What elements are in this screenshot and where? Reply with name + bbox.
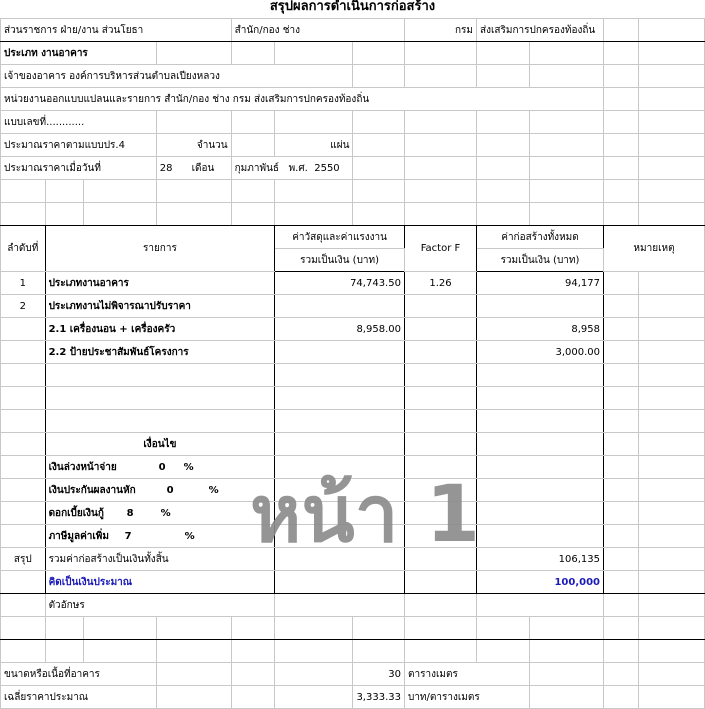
- col-item-header: รายการ: [45, 226, 275, 272]
- summary-total-value: 106,135: [477, 548, 604, 571]
- blank-row: [1, 180, 705, 203]
- row-no: 1: [1, 272, 46, 295]
- row-item: ประเภทงานไม่พิจารณาปรับราคา: [45, 295, 275, 318]
- estimate-month: กุมภาพันธ์: [234, 162, 280, 174]
- summary-total-label: รวมค่าก่อสร้างเป็นเงินทั้งสิ้น: [45, 548, 275, 571]
- row-material: [275, 295, 405, 318]
- dept-label: กรม: [404, 19, 476, 42]
- estimate-sheet: [0, 18, 705, 709]
- month-label: เดือน: [191, 162, 215, 174]
- building-type: ประเภท งานอาคาร: [1, 42, 157, 65]
- blank-row: [1, 617, 705, 640]
- empty-row: [1, 387, 705, 410]
- area-unit: ตารางเมตร: [404, 663, 529, 686]
- row-material: 74,743.50: [275, 272, 405, 295]
- approx-value: 100,000: [477, 571, 604, 594]
- interest-value: 8: [126, 507, 134, 519]
- row-no: [1, 318, 46, 341]
- approx-label: คิดเป็นเงินประมาณ: [45, 571, 275, 594]
- unit-label: แผ่น: [275, 134, 353, 157]
- row-material: [275, 341, 405, 364]
- row-total: [477, 295, 604, 318]
- row-item: 2.1 เครื่องนอน + เครื่องครัว: [45, 318, 275, 341]
- estimate-year: 2550: [314, 162, 340, 174]
- office-label: สำนัก/กอง ช่าง: [231, 19, 404, 42]
- row-total: 3,000.00: [477, 341, 604, 364]
- vat-label: ภาษีมูลค่าเพิ่ม: [48, 530, 109, 542]
- designer-row: [1, 88, 705, 111]
- condition-row: [1, 502, 705, 525]
- table-row: [1, 318, 705, 341]
- advance-percent: %: [183, 461, 194, 473]
- estimate-day: 28: [159, 162, 173, 174]
- conditions-heading: เงื่อนไข: [45, 433, 275, 456]
- interest-percent: %: [160, 507, 171, 519]
- summary-row: [1, 548, 705, 571]
- guarantee-value: 0: [166, 484, 174, 496]
- advance-value: 0: [158, 461, 166, 473]
- advance-label: เงินล่วงหน้าจ่าย: [48, 461, 117, 473]
- letters-label: ตัวอักษร: [45, 594, 275, 617]
- table-row: [1, 272, 705, 295]
- col-no-header: ลำดับที่: [1, 226, 46, 272]
- average-unit: บาท/ตารางเมตร: [404, 686, 529, 709]
- area-row: [1, 663, 705, 686]
- row-item: 2.2 ป้ายประชาสัมพันธ์โครงการ: [45, 341, 275, 364]
- col-material-subheader: รวมเป็นเงิน (บาท): [275, 249, 405, 272]
- area-value: 30: [353, 663, 405, 686]
- estimate-form-label: ประมาณราคาตามแบบปร.4: [1, 134, 157, 157]
- condition-row: [1, 525, 705, 548]
- col-total-subheader: รวมเป็นเงิน (บาท): [477, 249, 604, 272]
- row-no: [1, 341, 46, 364]
- blank-row: [1, 640, 705, 663]
- conditions-heading-row: [1, 433, 705, 456]
- design-unit: หน่วยงานออกแบบแปลนและรายการ สำนัก/กอง ช่าง กรม ส่งเสริมการปกครองท้องถิ่น: [1, 88, 604, 111]
- area-label: ขนาดหรือเนื้อที่อาคาร: [1, 663, 157, 686]
- col-factor-header: Factor F: [404, 226, 476, 272]
- row-no: 2: [1, 295, 46, 318]
- condition-row: [1, 479, 705, 502]
- estimate-date-label: ประมาณราคาเมื่อวันที่: [1, 157, 157, 180]
- row-factor: 1.26: [404, 272, 476, 295]
- guarantee-label: เงินประกันผลงานหัก: [48, 484, 136, 496]
- agency-label: ส่วนราชการ ฝ่าย/งาน ส่วนโยธา: [1, 19, 232, 42]
- guarantee-percent: %: [208, 484, 219, 496]
- row-total: 8,958: [477, 318, 604, 341]
- vat-value: 7: [124, 530, 132, 542]
- empty-row: [1, 410, 705, 433]
- row-item: ประเภทงานอาคาร: [45, 272, 275, 295]
- row-total: 94,177: [477, 272, 604, 295]
- page-title: สรุปผลการดำเนินการก่อสร้าง: [269, 0, 436, 14]
- empty-row: [1, 364, 705, 387]
- blank-row: [1, 203, 705, 226]
- average-label: เฉลี่ยราคาประมาณ: [1, 686, 157, 709]
- row-factor: [404, 341, 476, 364]
- interest-label: ดอกเบี้ยเงินกู้: [48, 507, 104, 519]
- plan-row: [1, 111, 705, 134]
- row-factor: [404, 295, 476, 318]
- building-owner: เจ้าของอาคาร องค์การบริหารส่วนตำบลเปียงหลวง: [1, 65, 353, 88]
- estimate-date-row: [1, 157, 705, 180]
- column-header-row-1: [1, 226, 705, 249]
- plan-number: แบบเลขที่............: [1, 111, 157, 134]
- table-row: [1, 295, 705, 318]
- table-row: [1, 341, 705, 364]
- col-total-header: ค่าก่อสร้างทั้งหมด: [477, 226, 604, 249]
- letters-row: [1, 594, 705, 617]
- col-material-header: ค่าวัสดุและค่าแรงงาน: [275, 226, 405, 249]
- approx-row: [1, 571, 705, 594]
- row-factor: [404, 318, 476, 341]
- row-material: 8,958.00: [275, 318, 405, 341]
- amount-label: จำนวน: [156, 134, 231, 157]
- owner-row: [1, 65, 705, 88]
- dept-value: ส่งเสริมการปกครองท้องถิ่น: [477, 19, 604, 42]
- page-watermark: หน้า 1: [250, 470, 480, 560]
- estimate-form-row: [1, 134, 705, 157]
- col-note-header: หมายเหตุ: [604, 226, 705, 272]
- average-row: [1, 686, 705, 709]
- average-value: 3,333.33: [353, 686, 405, 709]
- year-label: พ.ศ.: [288, 162, 308, 174]
- vat-percent: %: [184, 530, 195, 542]
- summary-label: สรุป: [1, 548, 46, 571]
- agency-row: [1, 19, 705, 42]
- type-row: [1, 42, 705, 65]
- condition-row: [1, 456, 705, 479]
